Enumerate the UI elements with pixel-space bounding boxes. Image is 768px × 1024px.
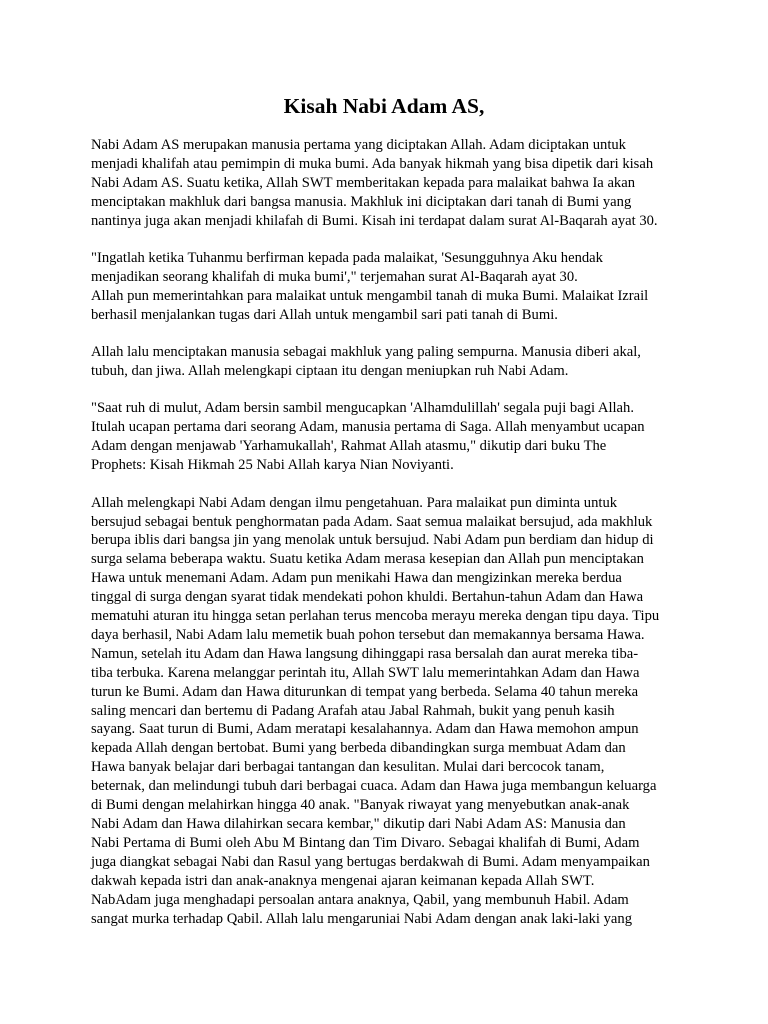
text-line: Prophets: Kisah Hikmah 25 Nabi Allah karya Nian Noviyanti. xyxy=(91,457,454,474)
text-line: menjadikan seorang khalifah di muka bumi'," terjemahan surat Al-Baqarah ayat 30. xyxy=(91,268,578,285)
text-line: sangat murka terhadap Qabil. Allah lalu mengaruniai Nabi Adam dengan anak laki-laki yang xyxy=(91,910,633,927)
text-line: "Saat ruh di mulut, Adam bersin sambil mengucapkan 'Alhamdulillah' segala puji bagi Allah. xyxy=(91,400,634,417)
text-line: Nabi Adam AS merupakan manusia pertama yang diciptakan Allah. Adam diciptakan untuk xyxy=(91,137,626,153)
text-line: di Bumi dengan melahirkan hingga 40 anak. "Banyak riwayat yang menyebutkan anak-anak xyxy=(91,797,630,814)
text-line: Allah pun memerintahkan para malaikat untuk mengambil tanah di muka Bumi. Malaikat Izrail xyxy=(91,287,649,304)
text-line: Hawa banyak belajar dari berbagai tantangan dan kesulitan. Mulai dari bercocok tanam, xyxy=(91,759,605,776)
text-line: sayang. Saat turun di Bumi, Adam meratapi kesalahannya. Adam dan Hawa memohon ampun xyxy=(91,721,639,738)
text-line: daya berhasil, Nabi Adam lalu memetik buah pohon tersebut dan memakannya bersama Hawa. xyxy=(91,626,645,643)
document-title: Kisah Nabi Adam AS, xyxy=(283,94,485,118)
text-line: surga selama beberapa waktu. Suatu ketika Adam merasa kesepian dan Allah pun menciptakan xyxy=(91,551,644,568)
text-line: Hawa untuk menemani Adam. Adam pun menikahi Hawa dan mengizinkan mereka berdua xyxy=(91,570,622,587)
text-line: kepada Allah dengan bertobat. Bumi yang berbeda dibandingkan surga membuat Adam dan xyxy=(91,740,626,757)
text-line: beternak, dan melindungi tubuh dari berbagai cuaca. Adam dan Hawa juga membangun keluarga xyxy=(91,778,657,795)
document-body xyxy=(91,136,677,928)
text-line: dakwah kepada istri dan anak-anaknya mengenai ajaran keimanan kepada Allah SWT. xyxy=(91,872,595,889)
text-line: nantinya juga akan menjadi khilafah di Bumi. Kisah ini terdapat dalam surat Al-Baqarah ayat 30. xyxy=(91,212,658,229)
text-line: tubuh, dan jiwa. Allah melengkapi ciptaan itu dengan meniupkan ruh Nabi Adam. xyxy=(91,363,569,380)
paragraph xyxy=(91,399,677,475)
text-line: Nabi Pertama di Bumi oleh Abu M Bintang dan Tim Divaro. Sebagai khalifah di Bumi, Adam xyxy=(91,834,640,851)
text-line: juga diangkat sebagai Nabi dan Rasul yang bertugas berdakwah di Bumi. Adam menyampaikan xyxy=(91,853,650,870)
text-line: Adam dengan menjawab 'Yarhamukallah', Rahmat Allah atasmu," dikutip dari buku The xyxy=(91,438,607,455)
text-line: saling mencari dan bertemu di Padang Arafah atau Jabal Rahmah, bukit yang penuh kasih xyxy=(91,702,615,719)
paragraph xyxy=(91,343,677,381)
text-line: menjadi khalifah atau pemimpin di muka bumi. Ada banyak hikmah yang bisa dipetik dari kisah xyxy=(91,155,654,172)
text-line: mematuhi aturan itu hingga setan perlahan terus mencoba merayu mereka dengan tipu daya. Tipu xyxy=(91,608,660,625)
text-line: tinggal di surga dengan syarat tidak mendekati pohon khuldi. Bertahun-tahun Adam dan Hawa xyxy=(91,589,644,606)
text-line: Allah melengkapi Nabi Adam dengan ilmu pengetahuan. Para malaikat pun diminta untuk xyxy=(91,494,618,511)
text-line: NabAdam juga menghadapi persoalan antara anaknya, Qabil, yang membunuh Habil. Adam xyxy=(91,891,629,908)
document-page xyxy=(91,92,677,947)
text-line: Itulah ucapan pertama dari seorang Adam, manusia pertama di Saga. Allah menyambut ucapan xyxy=(91,419,645,436)
text-line: berupa iblis dari bangsa jin yang menolak untuk bersujud. Nabi Adam pun berdiam dan hidup di xyxy=(91,532,654,549)
text-line: Allah lalu menciptakan manusia sebagai makhluk yang paling sempurna. Manusia diberi akal, xyxy=(91,344,641,361)
text-line: turun ke Bumi. Adam dan Hawa diturunkan di tempat yang berbeda. Selama 40 tahun mereka xyxy=(91,683,639,700)
text-line: tiba terbuka. Karena melanggar perintah itu, Allah SWT lalu memerintahkan Adam dan Hawa xyxy=(91,664,640,681)
text-line: berhasil menjalankan tugas dari Allah untuk mengambil sari pati tanah di Bumi. xyxy=(91,306,558,323)
text-line: bersujud sebagai bentuk penghormatan pada Adam. Saat semua malaikat bersujud, ada makhluk xyxy=(91,513,653,530)
text-line: Nabi Adam AS. Suatu ketika, Allah SWT memberitakan kepada para malaikat bahwa Ia akan xyxy=(91,174,635,191)
text-line: menciptakan makhluk dari bangsa manusia. Makhluk ini diciptakan dari tanah di Bumi yang xyxy=(91,193,632,210)
paragraph xyxy=(91,494,677,929)
paragraph xyxy=(91,136,677,231)
text-line: Namun, setelah itu Adam dan Hawa langsung dihinggapi rasa bersalah dan aurat mereka tiba- xyxy=(91,645,639,662)
text-line: "Ingatlah ketika Tuhanmu berfirman kepada pada malaikat, 'Sesungguhnya Aku hendak xyxy=(91,250,603,267)
text-line: Nabi Adam dan Hawa dilahirkan secara kembar," dikutip dari Nabi Adam AS: Manusia dan xyxy=(91,816,626,832)
paragraph xyxy=(91,249,677,325)
